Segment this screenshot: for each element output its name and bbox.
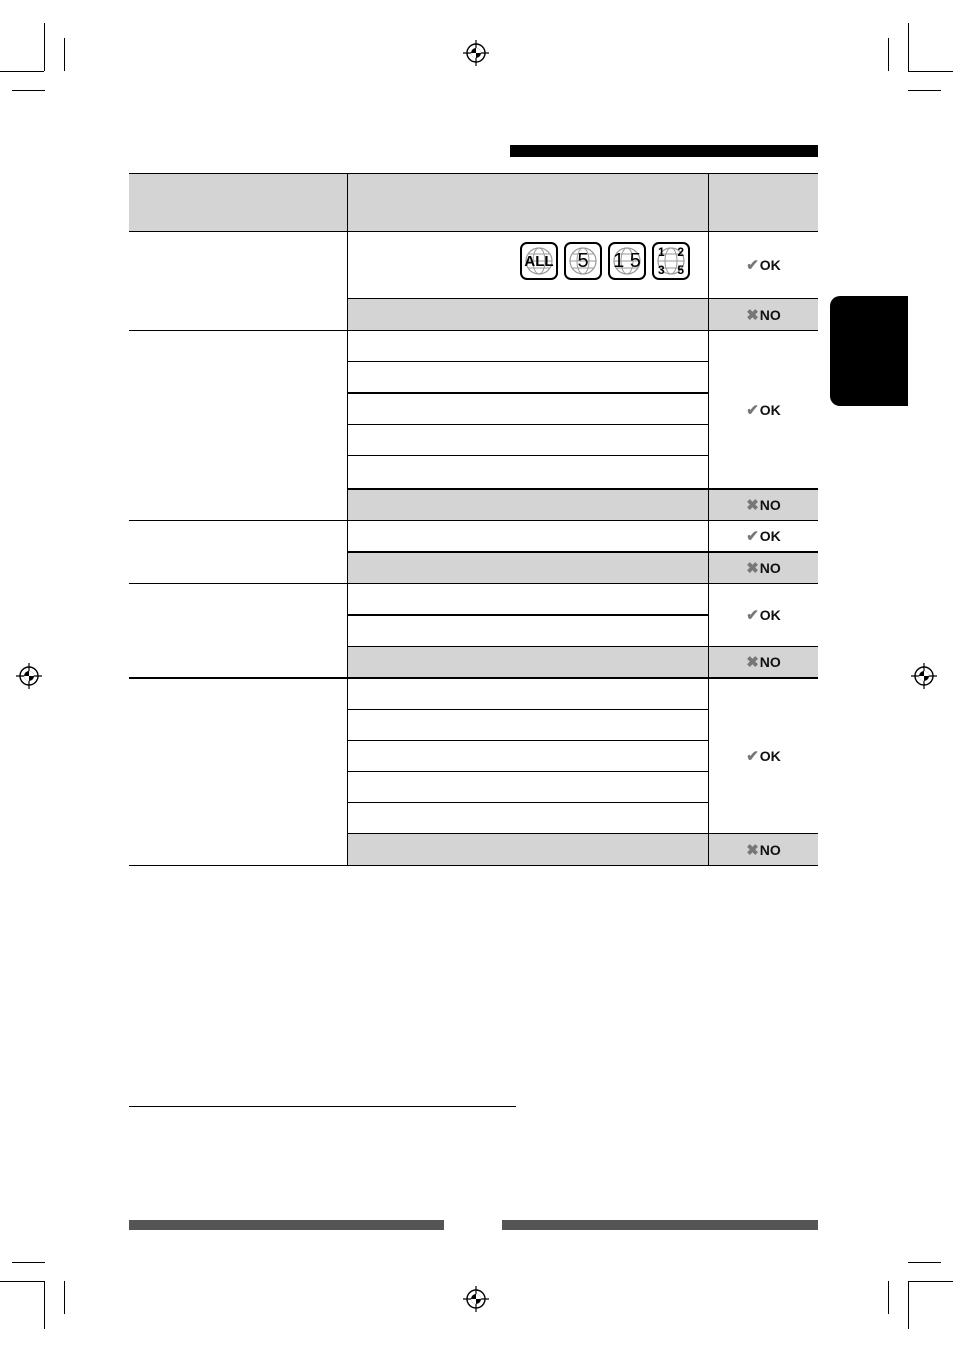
status-ok <box>709 331 818 488</box>
status-ok <box>709 584 818 646</box>
row-divider <box>348 740 708 741</box>
status-label: OK <box>759 257 781 273</box>
registration-mark-icon <box>463 1286 489 1312</box>
column-divider <box>347 173 348 865</box>
region-badge-label: 5 <box>577 249 589 272</box>
crop-mark <box>0 1281 44 1282</box>
row-divider <box>348 771 708 772</box>
cross-icon: ✖ <box>746 654 759 671</box>
row-divider <box>129 865 818 866</box>
row-divider <box>348 361 708 362</box>
region-badge-label: 5 <box>677 263 684 277</box>
registration-mark-icon <box>911 663 937 689</box>
region-badge-multi <box>652 242 690 280</box>
footer-bar-right <box>502 1220 818 1230</box>
status-label: NO <box>759 560 781 576</box>
footer-bar-left <box>129 1220 444 1230</box>
region-badge-label: 2 <box>677 245 684 259</box>
region-badge-label: 3 <box>658 263 665 277</box>
checkmark-icon: ✔ <box>746 607 759 624</box>
region-badge-label: 1 <box>658 245 665 259</box>
row-divider <box>129 173 818 174</box>
status-label: NO <box>759 306 781 323</box>
crop-mark <box>908 1262 941 1263</box>
row-divider <box>348 802 708 803</box>
status-ok <box>709 521 818 551</box>
crop-mark <box>12 1262 45 1263</box>
region-badge-label: 1 5 <box>613 249 641 272</box>
crop-mark <box>908 71 953 72</box>
status-ok <box>709 232 818 298</box>
status-label: OK <box>759 401 781 418</box>
table-header-col-2 <box>348 173 708 231</box>
region-badge-label: ALL <box>524 252 554 270</box>
registration-mark-icon <box>463 40 489 66</box>
crop-mark <box>64 38 65 71</box>
crop-mark <box>12 90 45 91</box>
cross-icon: ✖ <box>746 841 759 859</box>
row-divider <box>348 392 708 394</box>
checkmark-icon: ✔ <box>746 257 759 274</box>
status-ok <box>709 679 818 833</box>
table-header-col-3 <box>709 173 818 231</box>
region-badge-1-5 <box>608 242 646 280</box>
crop-mark <box>908 1281 909 1329</box>
footnote-rule <box>129 1106 516 1107</box>
title-bar <box>510 145 818 157</box>
crop-mark <box>908 1281 953 1282</box>
cross-icon: ✖ <box>746 497 759 514</box>
crop-mark <box>0 71 44 72</box>
crop-mark <box>908 90 941 91</box>
status-no <box>709 834 818 865</box>
row-divider <box>348 455 708 456</box>
table-header-col-1 <box>129 173 347 231</box>
row-divider <box>348 614 708 616</box>
status-label: NO <box>759 497 781 513</box>
row-divider <box>348 709 708 710</box>
status-no <box>709 490 818 520</box>
status-no <box>709 647 818 677</box>
status-no <box>709 553 818 583</box>
checkmark-icon: ✔ <box>746 528 759 545</box>
status-label: OK <box>759 528 781 544</box>
registration-mark-icon <box>16 663 42 689</box>
section-tab <box>830 296 908 406</box>
crop-mark <box>888 1281 889 1314</box>
region-code-badges <box>520 242 690 280</box>
cross-icon: ✖ <box>746 560 759 577</box>
crop-mark <box>908 23 909 71</box>
region-badge-5 <box>564 242 602 280</box>
crop-mark <box>44 1281 45 1329</box>
crop-mark <box>44 23 45 71</box>
cross-icon: ✖ <box>746 306 759 324</box>
checkmark-icon: ✔ <box>746 748 759 765</box>
status-no <box>709 299 818 330</box>
status-label: NO <box>759 841 781 858</box>
crop-mark <box>888 38 889 71</box>
status-label: OK <box>759 748 781 764</box>
crop-mark <box>64 1281 65 1314</box>
status-label: NO <box>759 654 781 670</box>
row-divider <box>348 424 708 425</box>
region-badge-all <box>520 242 558 280</box>
status-label: OK <box>759 607 781 623</box>
checkmark-icon: ✔ <box>746 401 759 419</box>
